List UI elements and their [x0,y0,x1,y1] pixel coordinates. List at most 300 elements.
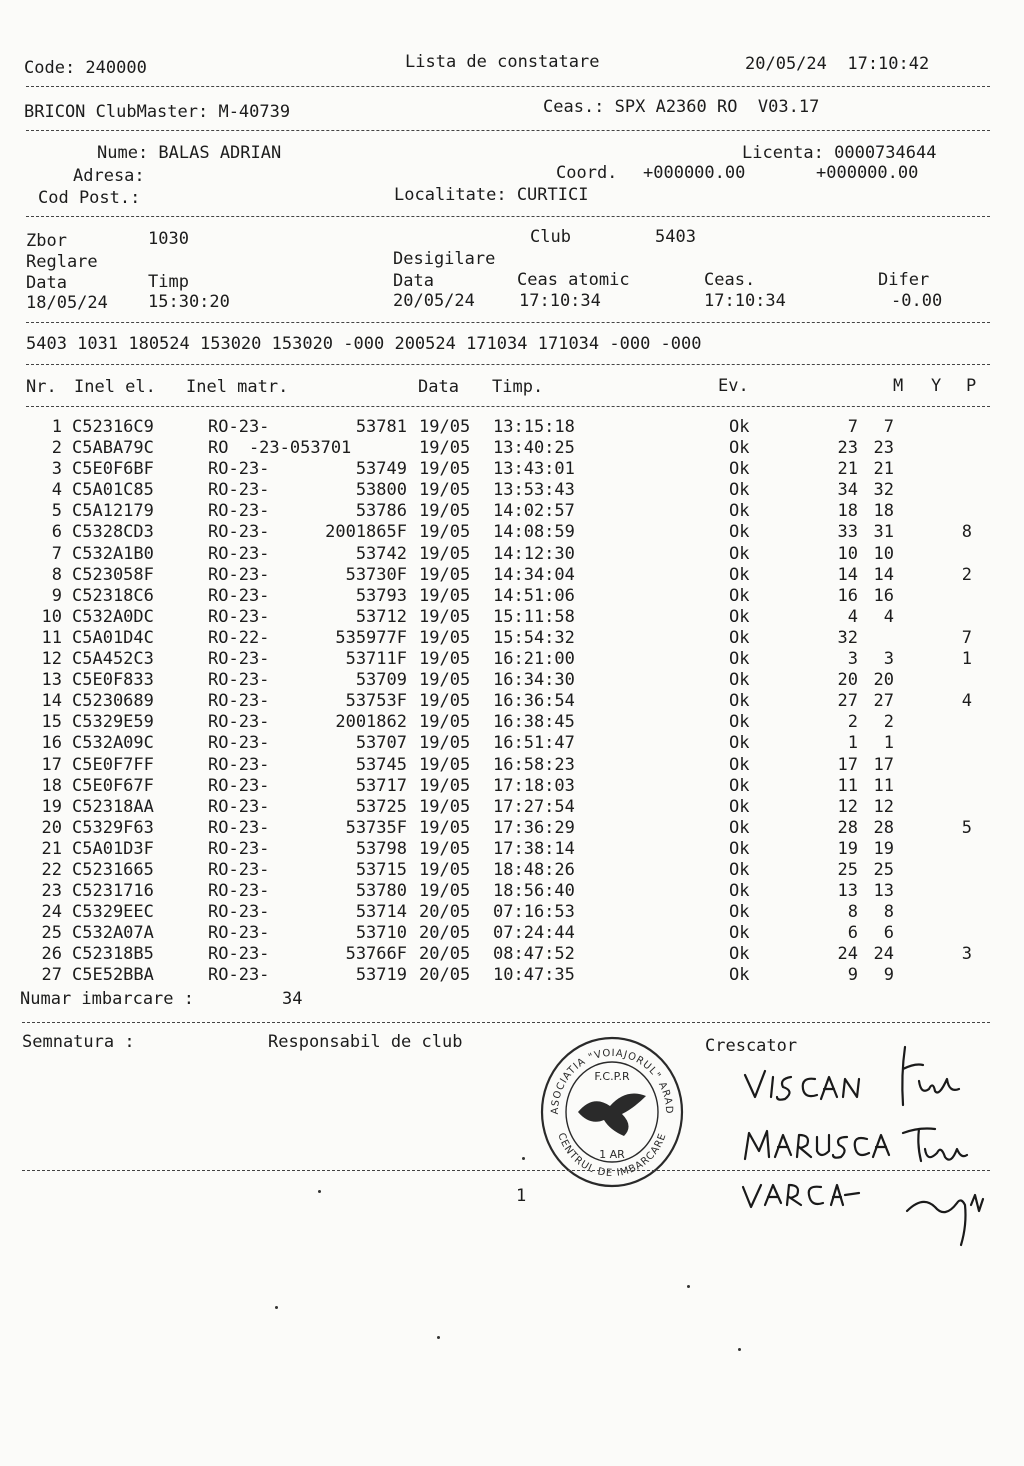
ring-prefix: RO-23- [208,817,270,838]
value-y: 19 [873,838,894,859]
clock-time: 17:10:34 [704,291,786,311]
unsealing-date-label: Data [393,271,434,291]
divider [26,406,990,407]
electronic-ring: C52318C6 [72,585,154,606]
scan-speck [522,1157,525,1160]
flight-number: 1030 [148,229,189,249]
ring-number: 53711F [345,649,407,670]
ring-prefix: RO-23- [208,501,270,522]
arrival-date: 20/05 [419,902,471,923]
arrival-date: 19/05 [419,881,471,902]
arrival-date: 19/05 [419,775,471,796]
row-number: 23 [41,881,62,902]
arrival-date: 20/05 [419,944,471,965]
ring-prefix: RO-23- [208,670,270,691]
table-row [0,480,1024,501]
arrival-date: 19/05 [419,543,471,564]
value-m: 27 [837,691,858,712]
row-number: 10 [41,606,62,627]
row-number: 3 [51,459,62,480]
ring-number: 53717 [355,775,407,796]
ring-number: 53709 [355,670,407,691]
electronic-ring: C5E0F67F [72,775,154,796]
ring-number: 53714 [355,902,407,923]
ring-prefix: RO-23- [208,965,270,986]
table-row [0,839,1024,860]
svg-text:1 AR: 1 AR [599,1148,625,1161]
setting-date-label: Data [26,273,67,293]
value-y: 24 [873,944,894,965]
value-y: 21 [873,459,894,480]
row-number: 18 [41,775,62,796]
value-m: 4 [847,606,858,627]
value-y: 31 [873,522,894,543]
electronic-ring: C52318B5 [72,944,154,965]
value-m: 8 [847,902,858,923]
arrival-time: 15:11:58 [493,606,575,627]
arrival-date: 19/05 [419,754,471,775]
row-number: 13 [41,670,62,691]
col-nr: Nr. [26,377,57,397]
setting-label: Reglare [26,252,98,272]
electronic-ring: C5E0F7FF [72,754,154,775]
electronic-ring: C5231665 [72,859,154,880]
value-p: 3 [961,944,972,965]
unsealing-label: Desigilare [393,249,496,269]
table-row [0,586,1024,607]
arrival-time: 13:53:43 [493,480,575,501]
event-status: Ok [729,691,750,712]
electronic-ring: C5329EEC [72,902,154,923]
setting-date: 18/05/24 [26,293,108,313]
postal-code-label: Cod Post.: [38,188,141,208]
ring-prefix: RO-23- [208,543,270,564]
value-m: 7 [847,417,858,437]
coord-label: Coord. [556,163,618,183]
electronic-ring: C5A01C85 [72,480,154,501]
value-y: 12 [873,796,894,817]
ring-prefix: RO-23- [208,522,270,543]
ring-number: 53786 [355,501,407,522]
table-row [0,522,1024,543]
row-number: 25 [41,923,62,944]
club-number: 5403 [655,227,696,247]
ring-prefix: RO-23- [208,902,270,923]
ring-prefix: RO -23-053701 [208,438,352,459]
value-m: 12 [837,796,858,817]
ring-prefix: RO-23- [208,712,270,733]
ring-number: 53707 [355,733,407,754]
value-m: 21 [837,459,858,480]
table-row [0,902,1024,923]
electronic-ring: C532A09C [72,733,154,754]
row-number: 27 [41,965,62,986]
ring-number: 53730F [345,564,407,585]
value-m: 24 [837,944,858,965]
ring-prefix: RO-23- [208,480,270,501]
value-m: 32 [837,627,858,648]
ring-number: 53742 [355,543,407,564]
row-number: 16 [41,733,62,754]
arrival-date: 19/05 [419,417,471,437]
row-number: 26 [41,944,62,965]
col-m: M [893,376,904,396]
value-m: 23 [837,438,858,459]
value-y: 20 [873,670,894,691]
row-number: 2 [51,438,62,459]
value-m: 2 [847,712,858,733]
arrival-time: 14:12:30 [493,543,575,564]
row-number: 7 [51,543,62,564]
arrival-time: 17:18:03 [493,775,575,796]
event-status: Ok [729,944,750,965]
arrival-date: 19/05 [419,733,471,754]
unsealing-date: 20/05/24 [393,291,475,311]
code-label: Code: 240000 [24,58,147,78]
event-status: Ok [729,649,750,670]
electronic-ring: C5230689 [72,691,154,712]
value-m: 18 [837,501,858,522]
row-number: 17 [41,754,62,775]
value-p: 4 [961,691,972,712]
value-m: 20 [837,670,858,691]
event-status: Ok [729,923,750,944]
association-stamp [538,1034,686,1190]
arrival-date: 19/05 [419,627,471,648]
ring-number: 53710 [355,923,407,944]
value-m: 33 [837,522,858,543]
ring-number: 53745 [355,754,407,775]
col-ev: Ev. [718,376,749,396]
value-m: 34 [837,480,858,501]
value-y: 18 [873,501,894,522]
value-m: 28 [837,817,858,838]
ring-number: 53793 [355,585,407,606]
table-row [0,860,1024,881]
arrival-time: 16:36:54 [493,691,575,712]
divider [22,1170,990,1171]
row-number: 9 [51,585,62,606]
ring-number: 53800 [355,480,407,501]
difference-label: Difer [878,270,930,290]
event-status: Ok [729,754,750,775]
event-status: Ok [729,417,750,437]
arrival-time: 18:56:40 [493,881,575,902]
electronic-ring: C5E52BBA [72,965,154,986]
coord-x: +000000.00 [643,163,746,183]
arrival-time: 10:47:35 [493,965,575,986]
table-row [0,733,1024,754]
arrival-date: 19/05 [419,670,471,691]
value-m: 1 [847,733,858,754]
col-inel-el: Inel el. [74,377,156,397]
ring-number: 2001862 [335,712,407,733]
signature-label: Semnatura : [22,1032,135,1052]
electronic-ring: C5ABA79C [72,438,154,459]
table-row [0,797,1024,818]
boarding-count-label: Numar imbarcare : [20,989,194,1009]
clock-label: Ceas. [704,270,756,290]
arrival-date: 19/05 [419,796,471,817]
table-row [0,712,1024,733]
table-row [0,965,1024,986]
ring-number: 535977F [335,627,407,648]
arrival-date: 19/05 [419,838,471,859]
table-row [0,670,1024,691]
ring-prefix: RO-23- [208,923,270,944]
arrival-time: 07:24:44 [493,923,575,944]
row-number: 1 [51,417,62,437]
atomic-clock-label: Ceas atomic [517,270,630,290]
electronic-ring: C5A01D4C [72,627,154,648]
row-number: 14 [41,691,62,712]
clock-id: Ceas.: SPX A2360 RO V03.17 [543,97,820,117]
value-y: 8 [883,902,894,923]
table-row [0,544,1024,565]
ring-number: 53719 [355,965,407,986]
row-number: 24 [41,902,62,923]
value-m: 19 [837,838,858,859]
summary-line: 5403 1031 180524 153020 153020 -000 200524 171034 171034 -000 -000 [26,334,702,354]
value-y: 10 [873,543,894,564]
value-y: 9 [883,965,894,986]
electronic-ring: C52318AA [72,796,154,817]
arrival-date: 19/05 [419,459,471,480]
arrival-time: 17:27:54 [493,796,575,817]
electronic-ring: C5329F63 [72,817,154,838]
ring-number: 53749 [355,459,407,480]
arrival-date: 20/05 [419,965,471,986]
table-row [0,818,1024,839]
value-m: 11 [837,775,858,796]
divider [22,1022,990,1023]
ring-number: 2001865F [325,522,407,543]
arrival-time: 17:36:29 [493,817,575,838]
table-row [0,438,1024,459]
svg-text:CENTRUL DE IMBARCARE: CENTRUL DE IMBARCARE [555,1131,669,1180]
divider [26,322,990,323]
table-row [0,691,1024,712]
scan-speck [738,1348,741,1351]
table-row [0,944,1024,965]
row-number: 4 [51,480,62,501]
arrival-time: 15:54:32 [493,627,575,648]
value-y: 4 [883,606,894,627]
setting-time: 15:30:20 [148,292,230,312]
table-row [0,417,1024,438]
address-label: Adresa: [73,166,145,186]
event-status: Ok [729,522,750,543]
arrival-time: 16:21:00 [493,649,575,670]
row-number: 20 [41,817,62,838]
value-y: 32 [873,480,894,501]
event-status: Ok [729,817,750,838]
table-row [0,881,1024,902]
value-m: 3 [847,649,858,670]
arrival-time: 14:51:06 [493,585,575,606]
value-m: 16 [837,585,858,606]
club-responsible-label: Responsabil de club [268,1032,463,1052]
club-label: Club [530,227,571,247]
arrival-time: 16:38:45 [493,712,575,733]
ring-prefix: RO-23- [208,859,270,880]
atomic-clock-time: 17:10:34 [519,291,601,311]
ring-prefix: RO-23- [208,881,270,902]
value-m: 13 [837,881,858,902]
divider [26,86,990,87]
event-status: Ok [729,712,750,733]
owner-name: Nume: BALAS ADRIAN [97,143,282,163]
row-number: 8 [51,564,62,585]
ring-number: 53781 [355,417,407,437]
event-status: Ok [729,859,750,880]
arrival-date: 20/05 [419,923,471,944]
ring-number: 53715 [355,859,407,880]
event-status: Ok [729,627,750,648]
value-y: 1 [883,733,894,754]
value-p: 5 [961,817,972,838]
electronic-ring: C5A452C3 [72,649,154,670]
value-p: 2 [961,564,972,585]
locality: Localitate: CURTICI [394,185,589,205]
ring-prefix: RO-23- [208,459,270,480]
ring-prefix: RO-23- [208,606,270,627]
event-status: Ok [729,796,750,817]
table-row [0,459,1024,480]
ring-prefix: RO-22- [208,627,270,648]
event-status: Ok [729,881,750,902]
arrival-time: 13:43:01 [493,459,575,480]
col-timp: Timp. [492,377,544,397]
value-y: 17 [873,754,894,775]
col-p: P [966,376,977,396]
event-status: Ok [729,438,750,459]
value-m: 17 [837,754,858,775]
value-y: 2 [883,712,894,733]
electronic-ring: C52316C9 [72,417,154,437]
electronic-ring: C5231716 [72,881,154,902]
arrival-time: 08:47:52 [493,944,575,965]
ring-prefix: RO-23- [208,944,270,965]
event-status: Ok [729,480,750,501]
arrival-time: 17:38:14 [493,838,575,859]
arrival-date: 19/05 [419,438,471,459]
event-status: Ok [729,838,750,859]
event-status: Ok [729,459,750,480]
ring-prefix: RO-23- [208,754,270,775]
arrival-date: 19/05 [419,691,471,712]
ring-number: 53753F [345,691,407,712]
electronic-ring: C5328CD3 [72,522,154,543]
setting-time-label: Timp [148,272,189,292]
ring-number: 53798 [355,838,407,859]
row-number: 6 [51,522,62,543]
ring-prefix: RO-23- [208,775,270,796]
value-m: 25 [837,859,858,880]
row-number: 5 [51,501,62,522]
ring-prefix: RO-23- [208,733,270,754]
value-p: 8 [961,522,972,543]
event-status: Ok [729,543,750,564]
event-status: Ok [729,775,750,796]
license-number: Licenta: 0000734644 [742,143,937,163]
arrival-time: 14:02:57 [493,501,575,522]
arrival-date: 19/05 [419,585,471,606]
ring-prefix: RO-23- [208,838,270,859]
event-status: Ok [729,965,750,986]
arrival-time: 18:48:26 [493,859,575,880]
value-y: 14 [873,564,894,585]
row-number: 22 [41,859,62,880]
clubmaster-id: BRICON ClubMaster: M-40739 [24,102,291,122]
arrival-date: 19/05 [419,480,471,501]
ring-number: 53780 [355,881,407,902]
arrival-time: 07:16:53 [493,902,575,923]
col-y: Y [931,376,942,396]
ring-prefix: RO-23- [208,691,270,712]
arrival-time: 14:08:59 [493,522,575,543]
svg-text:ASOCIATIA "VOIAJORUL" ARAD: ASOCIATIA "VOIAJORUL" ARAD [549,1047,675,1115]
divider [26,130,990,131]
value-m: 6 [847,923,858,944]
arrival-date: 19/05 [419,522,471,543]
table-row [0,607,1024,628]
print-datetime: 20/05/24 17:10:42 [745,54,930,74]
arrival-date: 19/05 [419,564,471,585]
arrival-time: 16:34:30 [493,670,575,691]
value-p: 7 [961,627,972,648]
table-row [0,649,1024,670]
ring-number: 53712 [355,606,407,627]
arrival-date: 19/05 [419,606,471,627]
event-status: Ok [729,585,750,606]
event-status: Ok [729,606,750,627]
value-y: 25 [873,859,894,880]
arrival-date: 19/05 [419,649,471,670]
table-row [0,628,1024,649]
value-y: 7 [883,417,894,437]
value-m: 14 [837,564,858,585]
value-y: 3 [883,649,894,670]
arrival-time: 16:58:23 [493,754,575,775]
electronic-ring: C5E0F833 [72,670,154,691]
col-data: Data [418,377,459,397]
table-row [0,565,1024,586]
arrival-date: 19/05 [419,859,471,880]
row-number: 12 [41,649,62,670]
value-y: 28 [873,817,894,838]
document-title: Lista de constatare [405,52,600,72]
ring-prefix: RO-23- [208,417,270,437]
arrival-date: 19/05 [419,501,471,522]
handwritten-signatures [735,1035,995,1250]
table-row [0,755,1024,776]
flight-label: Zbor [26,231,67,251]
arrival-time: 13:15:18 [493,417,575,437]
value-m: 10 [837,543,858,564]
value-m: 9 [847,965,858,986]
scan-speck [687,1285,690,1288]
value-y: 13 [873,881,894,902]
row-number: 11 [41,627,62,648]
scan-speck [275,1306,278,1309]
boarding-count: 34 [282,989,303,1009]
table-row [0,776,1024,797]
scan-speck [437,1336,440,1339]
arrival-time: 16:51:47 [493,733,575,754]
event-status: Ok [729,501,750,522]
arrival-date: 19/05 [419,712,471,733]
